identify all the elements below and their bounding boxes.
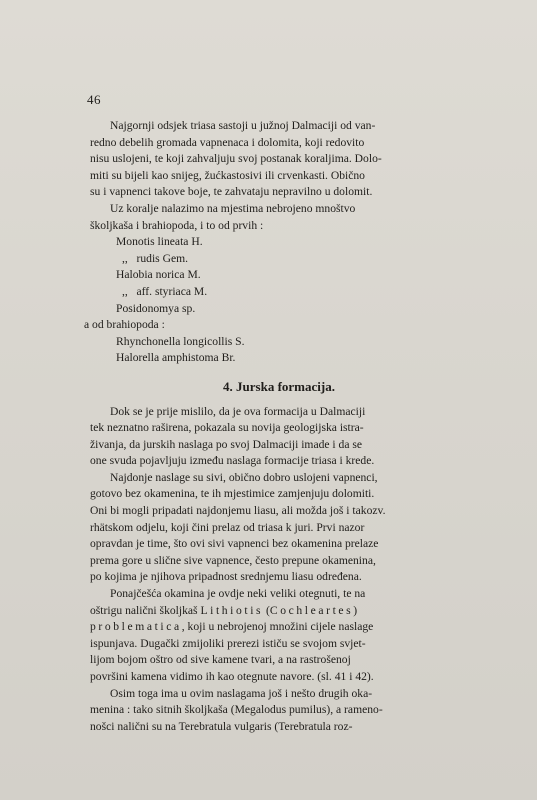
species-list-brachiopods — [90, 334, 468, 367]
text-line: Ponajčešća okamina je ovdje neki veliki otegnuti, te na — [110, 587, 366, 601]
text-line: one svuda pojavljuju između naslaga formacije triasa i krede. — [90, 454, 375, 468]
text-line: Uz koralje nalazimo na mjestima nebrojeno mnoštvo — [110, 201, 356, 215]
text-line: gotovo bez okamenina, te ih mjestimice zamjenjuju dolomiti. — [90, 487, 375, 501]
text-segment: oštrigu nalični školjkaš — [90, 603, 201, 617]
text-line: lijom bojom oštro od sive kamene tvari, a na rastrošenoj — [90, 653, 351, 667]
text-line: školjkaša i brahiopoda, i to od prvih : — [90, 218, 264, 232]
paragraph-lithiotis — [90, 586, 468, 686]
text-line: živanja, da jurskih naslaga po svoj Dalmaciji imade i da se — [90, 437, 363, 451]
species-list-bivalves — [90, 234, 468, 317]
species-item: Monotis lineata H. — [116, 235, 203, 249]
text-line: prema gore u slične sive vapnence, često prepune okamenina, — [90, 553, 376, 567]
section-heading: 4. Jurska formacija. — [223, 378, 335, 394]
text-segment: ) — [353, 603, 358, 617]
text-line: su i vapnenci takove boje, te zahvataju nepravilno u dolomit. — [90, 185, 373, 199]
paragraph-fossils-intro — [90, 201, 468, 234]
species-item: Halobia norica M. — [116, 268, 201, 282]
species-item: ,, rudis Gem. — [122, 251, 189, 265]
text-line: Dok se je prije mislilo, da je ova formacija u Dalmaciji — [110, 404, 366, 418]
text-line: rhätskom odjelu, koji čini prelaz od triasa k juri. Prvi nazor — [90, 520, 365, 534]
species-epithet: problematica — [90, 620, 182, 634]
text-line: nošci nalični su na Terebratula vulgaris (Terebratula roz- — [90, 719, 353, 733]
text-line: Najdonje naslage su sivi, obično dobro uslojeni vapnenci, — [110, 470, 378, 484]
brachiopoda-label: a od brahiopoda : — [84, 318, 165, 332]
paragraph-jurassic-distribution — [90, 404, 468, 470]
text-line: tek neznatno raširena, pokazala su novija geologijska istra- — [90, 421, 364, 435]
text-line: Oni bi mogli pripadati najdonjemu liasu, ali možda još i takozv. — [90, 504, 386, 518]
text-line: nisu uslojeni, te koji zahvaljuju svoj postanak koraljima. Dolo- — [90, 152, 382, 166]
paragraph-other-fossils — [90, 686, 468, 736]
paragraph-lower-layers — [90, 470, 468, 586]
text-line — [90, 603, 468, 620]
text-line: redno debelih gromada vapnenaca i dolomita, koji redovito — [90, 135, 365, 149]
species-item: Halorella amphistoma Br. — [116, 351, 236, 365]
text-line: Osim toga ima u ovim naslagama još i nešto drugih oka- — [110, 686, 373, 700]
text-line: menina : tako sitnih školjkaša (Megalodus pumilus), a rameno- — [90, 703, 383, 717]
text-line: Najgornji odsjek triasa sastoji u južnoj Dalmaciji od van- — [110, 119, 376, 132]
page-body — [84, 118, 468, 735]
species-item: Rhynchonella longicollis S. — [116, 334, 245, 348]
text-line — [90, 619, 468, 636]
species-item: ,, aff. styriaca M. — [122, 284, 208, 298]
text-line: površini kamena vidimo ih kao otegnute navore. (sl. 41 i 42). — [90, 670, 374, 683]
text-segment: ( — [263, 603, 270, 617]
text-line: miti su bijeli kao snijeg, žućkastosivi ili crvenkasti. Obično — [90, 168, 365, 182]
genus-name: Lithiotis — [200, 603, 264, 617]
paragraph-trias-upper — [90, 118, 468, 201]
genus-synonym: Cochleartes — [269, 603, 354, 617]
text-line: opravdan je time, što ovi sivi vapnenci bez okamenina prelaze — [90, 537, 379, 551]
text-line: po kojima je njihova pripadnost srednjemu liasu određena. — [90, 570, 362, 584]
text-segment: , koji u nebrojenoj množini cijele naslage — [181, 620, 374, 634]
page-number: 46 — [87, 92, 101, 107]
text-line: ispunjava. Dugački zmijoliki prerezi ističu se svojom svjet- — [90, 636, 366, 650]
species-item: Posidonomya sp. — [116, 301, 196, 315]
